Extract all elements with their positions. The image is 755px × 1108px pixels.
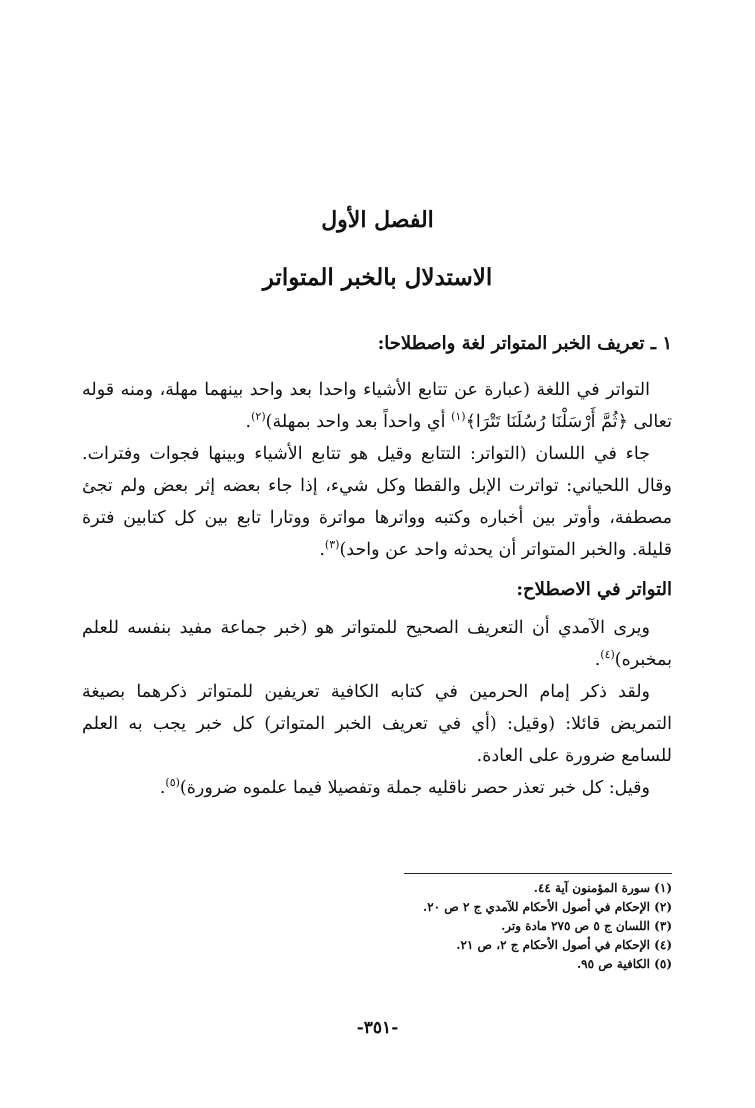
paragraph-text: . [245,412,252,432]
paragraph-second-definition [82,772,672,804]
paragraph-text: ويرى الآمدي أن التعريف الصحيح للمتواتر هو (خبر جماعة مفيد بنفسه للعلم بمخبره) [82,618,672,670]
paragraph-text: . [594,650,601,670]
footnote-item: (٢) الإحكام في أصول الأحكام للآمدي ج ٢ ص ٢٠. [423,900,672,914]
paragraph-text: وقيل: كل خبر تعذر حصر ناقليه جملة وتفصيلا فيما علموه ضرورة) [179,778,650,798]
footnote-item: (١) سورة المؤمنون آية ٤٤. [533,881,672,895]
paragraph-lisan-quote [82,438,672,566]
footnote-marker: (٢) [251,410,266,424]
footnote-item: (٥) الكافية ص ٩٥. [576,957,672,971]
paragraph-text: جاء في اللسان (التواتر: التتابع وقيل هو تتابع الأشياء وبينها فجوات وفترات. وقال اللحياني: تواترت الإبل والقطا وكل شيء، إذا جاء بعضه إثر بعض ولم تجئ مصطفة، وأوتر بين أخباره وكتبه وواترها مواترة ووتارا تابع بين كل كتابين فترة قليلة. والخبر المتواتر أن يحدثه واحد عن واحد) [82,444,672,560]
body-text [82,328,672,804]
footnote-marker: (٥) [165,776,180,790]
section-heading-terminology: التواتر في الاصطلاح: [516,579,672,600]
paragraph-text: . [159,778,166,798]
paragraph-amidi-definition [82,612,672,676]
paragraph-text: . [319,540,325,560]
paragraph-imam-haramayn: ولقد ذكر إمام الحرمين في كتابه الكافية تعريفين للمتواتر ذكرهما بصيغة التمريض قائلا: (وقيل: (أي في تعريف الخبر المتواتر) كل خبر يجب به العلم للسامع ضرورة على العادة. [82,682,672,766]
footnote-marker: (٣) [324,538,340,552]
footnote-marker: (١) [451,410,466,424]
paragraph-linguistic-definition [82,374,672,438]
footnotes [82,879,672,974]
chapter-title: الفصل الأول [321,207,434,233]
footnote-marker: (٤) [600,648,615,662]
page-number: -٣٥١- [356,1018,399,1038]
paragraph-text: التواتر في اللغة (عبارة عن تتابع الأشياء واحدا بعد واحد بينهما مهلة، ومنه قوله تعالى ﴿ثُمَّ أَرْسَلْنَا رُسُلَنَا تَتْرَا﴾ [82,380,672,432]
section-heading-definition: ١ ـ تعريف الخبر المتواتر لغة واصطلاحا: [377,333,672,354]
paragraph-text: أي واحداً بعد واحد بمهلة) [265,412,452,432]
main-title: الاستدلال بالخبر المتواتر [262,264,493,291]
footnote-item: (٤) الإحكام في أصول الأحكام ج ٢، ص ٢١. [456,938,672,952]
footnote-item: (٣) اللسان ج ٥ ص ٢٧٥ مادة وتر. [501,919,672,933]
footnote-divider [404,873,672,874]
